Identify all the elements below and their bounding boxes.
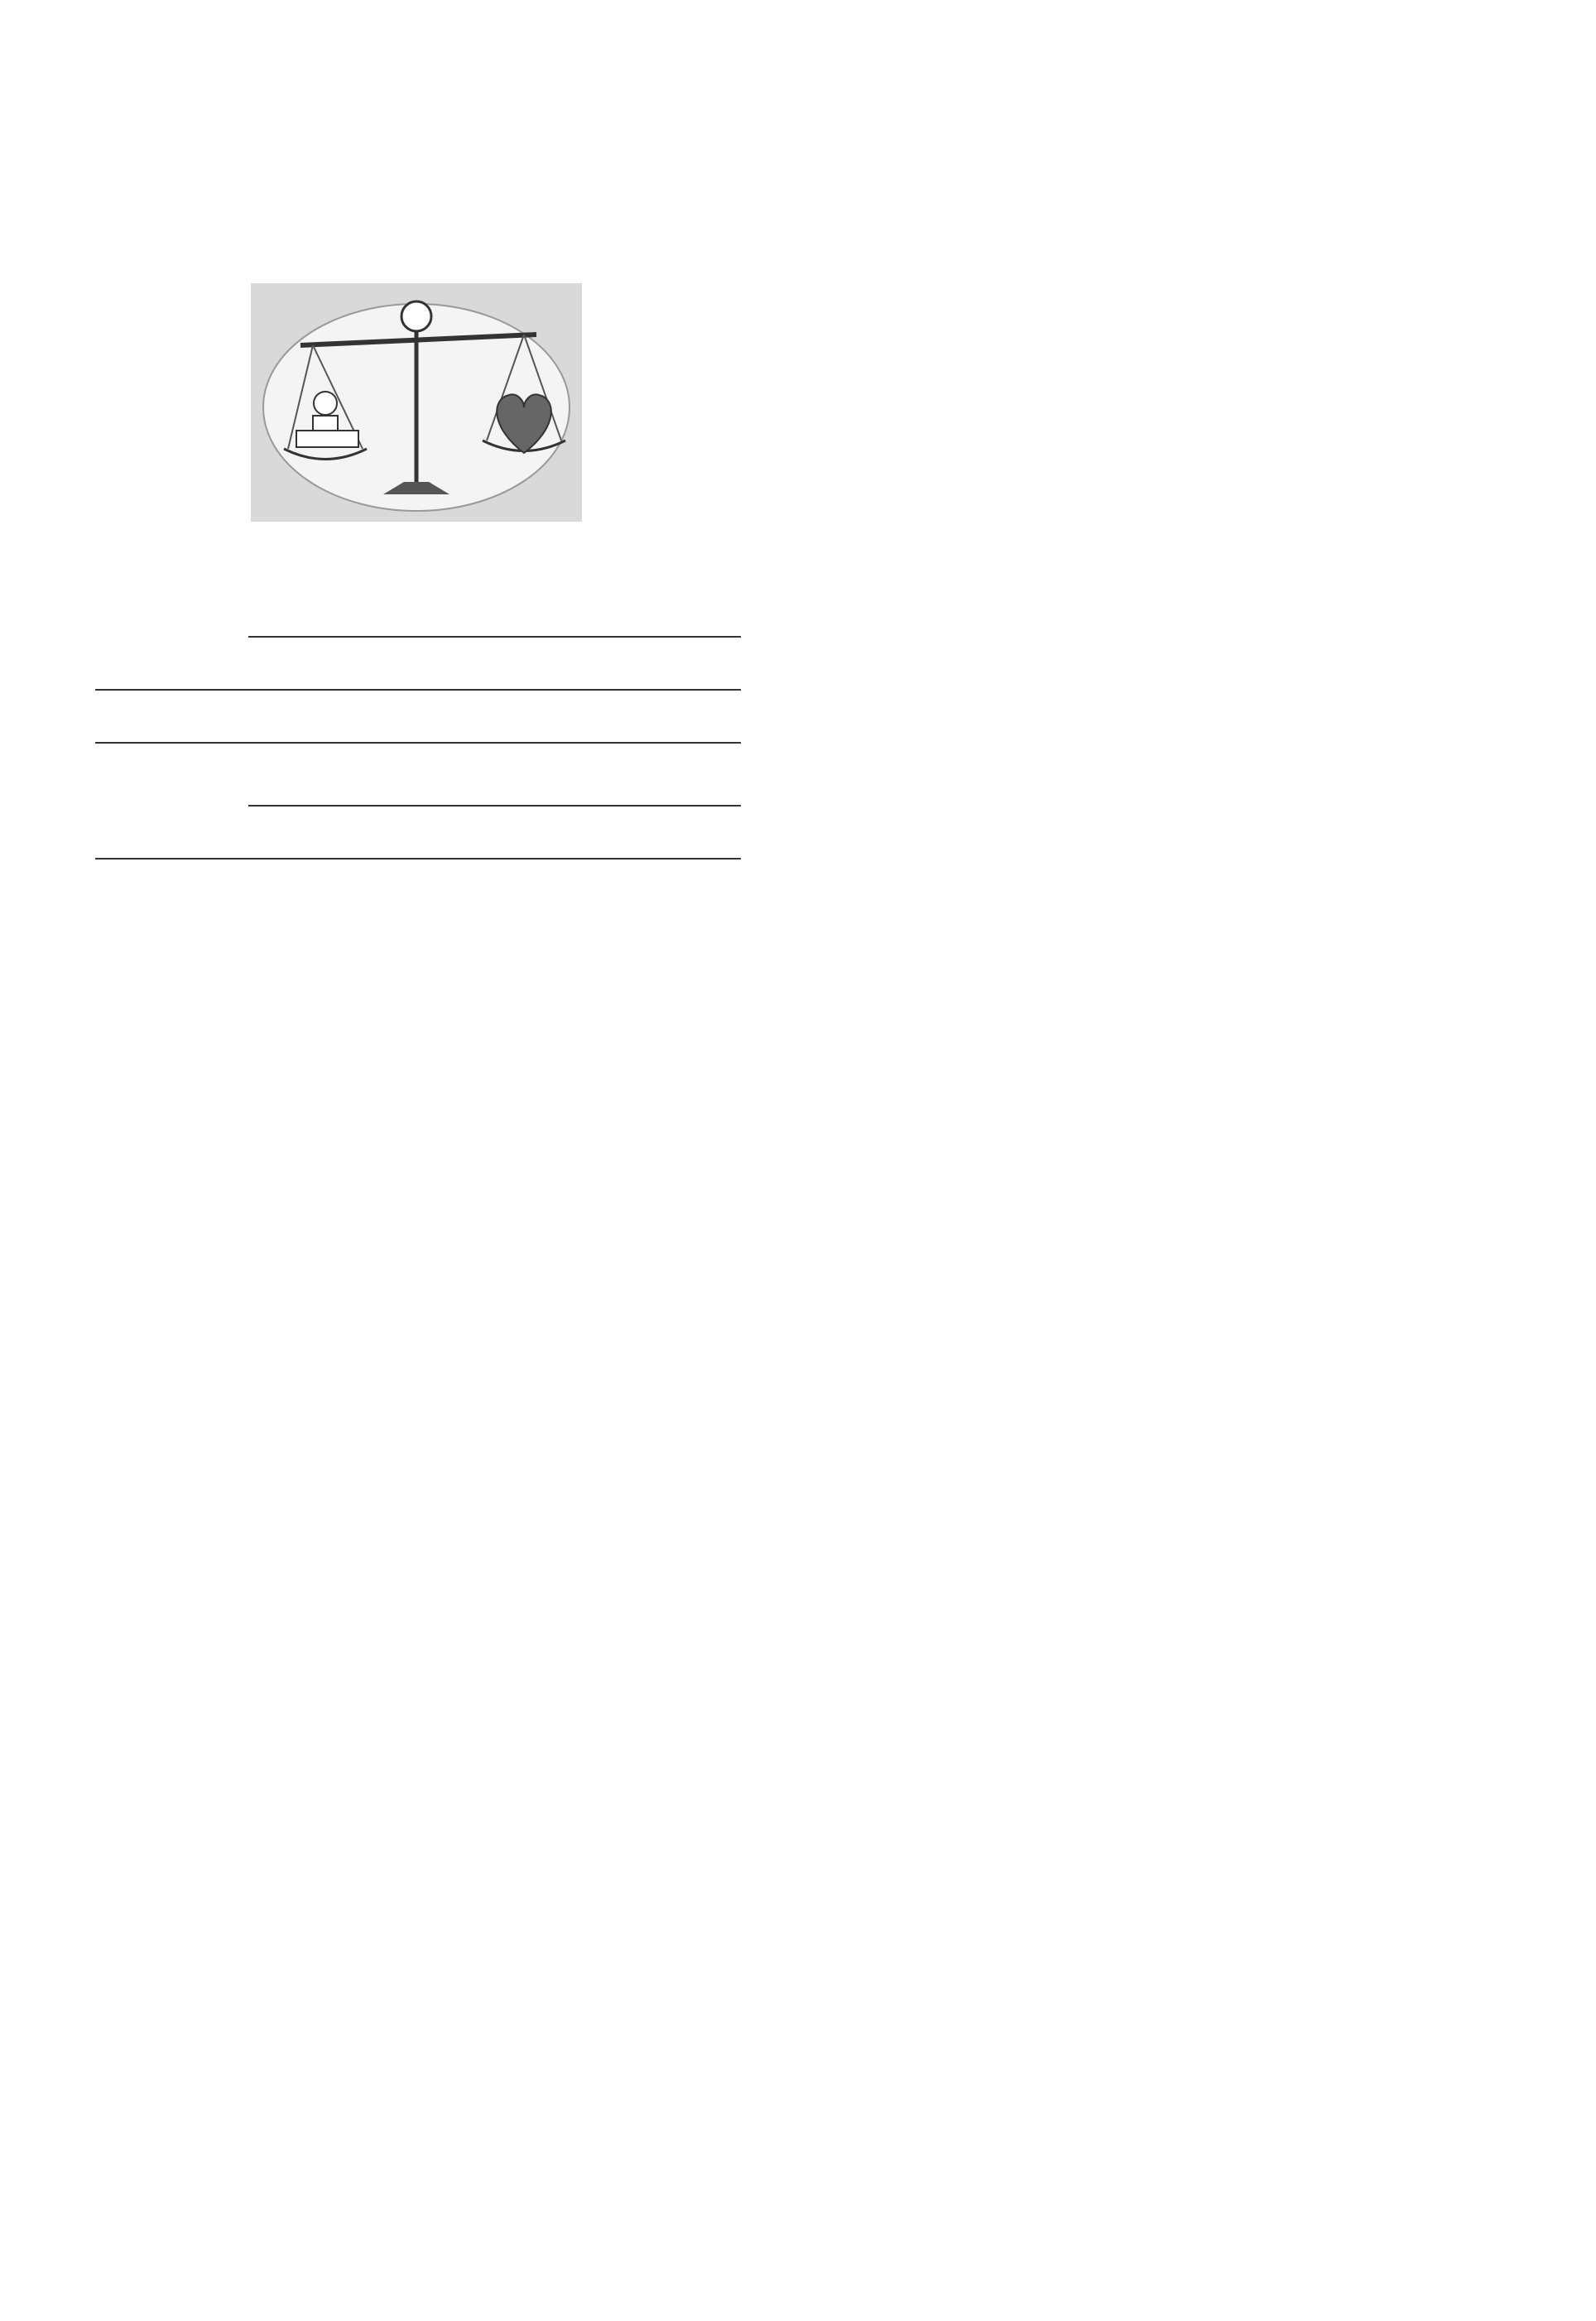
balance-scale-icon bbox=[251, 283, 582, 522]
cartoon-image bbox=[251, 283, 582, 522]
